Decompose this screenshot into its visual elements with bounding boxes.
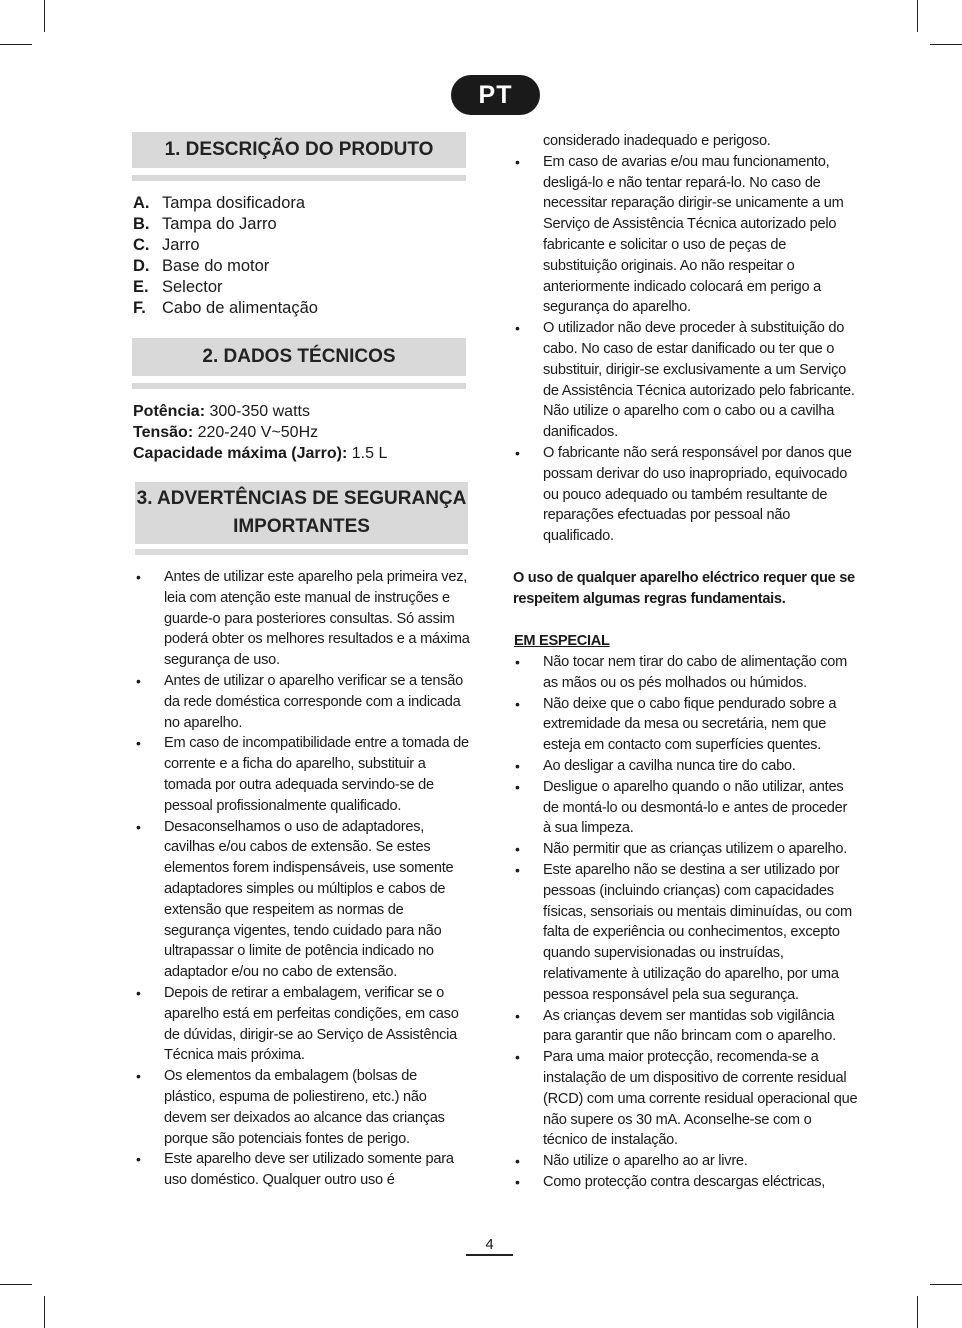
- special-item: • Ao desligar a cavilha nunca tire do cabo.: [513, 756, 858, 777]
- special-warnings-list: [513, 652, 858, 1193]
- part-label: Selector: [162, 278, 223, 296]
- language-badge: PT: [451, 75, 540, 115]
- special-item: • Como protecção contra descargas eléctricas,: [513, 1172, 858, 1193]
- warning-item: • O utilizador não deve proceder à substituição do cabo. No caso de estar danificado ou ter que o substituir, dirigir-se exclusivamente a um Serviço de Assistência Técnica autorizado pelo fabricante. Não utilize o aparelho com o cabo ou a cavilha danificados.: [513, 318, 858, 443]
- special-item: • Desligue o aparelho quando o não utilizar, antes de montá-lo ou desmontá-lo e antes de proceder à sua limpeza.: [513, 777, 858, 839]
- special-item: • Não utilize o aparelho ao ar livre.: [513, 1151, 858, 1172]
- product-parts-list: [133, 193, 463, 319]
- spec-row: [133, 422, 473, 443]
- crop-mark: [930, 44, 962, 45]
- crop-mark: [44, 1296, 45, 1328]
- special-item: • Não tocar nem tirar do cabo de alimentação com as mãos ou os pés molhados ou húmidos.: [513, 652, 858, 694]
- special-item: • Este aparelho não se destina a ser utilizado por pessoas (incluindo crianças) com capacidades físicas, sensoriais ou mentais diminuídas, ou com falta de experiência ou conhecimentos, excepto quando supervisionadas ou instruídas, relativamente à utilização do aparelho, por uma pessoa responsável pela sua segurança.: [513, 860, 858, 1006]
- spec-value: 300-350 watts: [205, 403, 310, 420]
- special-item: • Não deixe que o cabo fique pendurado sobre a extremidade da mesa ou secretária, nem que esteja em contacto com superfícies quentes.: [513, 694, 858, 756]
- warning-continuation: considerado inadequado e perigoso.: [543, 133, 771, 149]
- part-key: E.: [133, 278, 149, 296]
- warning-item: • Antes de utilizar o aparelho verificar se a tensão da rede doméstica corresponde com a indicada no aparelho.: [134, 671, 470, 733]
- section-title-line: IMPORTANTES: [233, 516, 370, 537]
- part-label: Cabo de alimentação: [162, 299, 318, 317]
- spec-row: [133, 443, 473, 464]
- page-number: 4: [485, 1236, 494, 1253]
- part-item: [133, 298, 463, 319]
- spec-label: Potência:: [133, 403, 206, 420]
- crop-mark: [44, 0, 45, 32]
- part-key: F.: [133, 299, 146, 317]
- spec-row: [133, 401, 473, 422]
- section-title-safety-warnings: [135, 482, 468, 544]
- warning-item: • Depois de retirar a embalagem, verificar se o aparelho está em perfeitas condições, em caso de dúvidas, dirigir-se ao Serviço de Assistência Técnica mais próxima.: [134, 983, 470, 1066]
- crop-mark: [917, 0, 918, 32]
- spec-value: 1.5 L: [347, 445, 388, 462]
- fundamental-rules-note: O uso de qualquer aparelho eléctrico requer que se respeitem algumas regras fundamentais.: [513, 570, 855, 607]
- part-key: D.: [133, 257, 150, 275]
- spec-label: Capacidade máxima (Jarro):: [133, 445, 348, 462]
- warning-item: • Os elementos da embalagem (bolsas de plástico, espuma de poliestireno, etc.) não devem ser deixados ao alcance das crianças porque são potenciais fontes de perigo.: [134, 1066, 470, 1149]
- warning-item: • Antes de utilizar este aparelho pela primeira vez, leia com atenção este manual de instruções e guarde-o para posteriores consultas. Só assim poderá obter os melhores resultados e a máxima segurança de uso.: [134, 567, 470, 671]
- part-label: Jarro: [162, 236, 200, 254]
- part-label: Tampa dosificadora: [162, 194, 306, 212]
- spec-value: 220-240 V~50Hz: [193, 424, 319, 441]
- technical-specs: [133, 401, 473, 464]
- part-item: [133, 214, 463, 235]
- part-key: C.: [133, 236, 150, 254]
- crop-mark: [0, 44, 32, 45]
- part-item: [133, 256, 463, 277]
- part-item: [133, 235, 463, 256]
- section-title-description: 1. DESCRIÇÃO DO PRODUTO: [132, 132, 466, 168]
- part-label: Base do motor: [162, 257, 270, 275]
- safety-warnings-right: [513, 131, 858, 547]
- special-item: • Não permitir que as crianças utilizem o aparelho.: [513, 839, 858, 860]
- warning-item: • Em caso de avarias e/ou mau funcionamento, desligá-lo e não tentar repará-lo. No caso de necessitar reparação dirigir-se unicamente a um Serviço de Assistência Técnica autorizado pelo fabricante e solicitar o uso de peças de substituição originais. Ao não respeitar o anteriormente indicado colocará em perigo a segurança do aparelho.: [513, 152, 858, 318]
- section-rule: [135, 549, 468, 555]
- section-rule: [132, 383, 466, 389]
- crop-mark: [0, 1284, 32, 1285]
- crop-mark: [917, 1296, 918, 1328]
- section-rule: [132, 175, 466, 181]
- section-title-technical-data: 2. DADOS TÉCNICOS: [132, 338, 466, 376]
- special-item: • Para uma maior protecção, recomenda-se a instalação de um dispositivo de corrente residual (RCD) com uma corrente residual operacional que não supere os 30 mA. Aconselhe-se com o técnico de instalação.: [513, 1047, 858, 1151]
- part-key: B.: [133, 215, 150, 233]
- part-item: [133, 277, 463, 298]
- part-label: Tampa do Jarro: [162, 215, 277, 233]
- special-item: • As crianças devem ser mantidas sob vigilância para garantir que não brincam com o aparelho.: [513, 1006, 858, 1048]
- page-number-rule: [466, 1254, 513, 1256]
- part-key: A.: [133, 194, 150, 212]
- safety-warnings-left: [134, 567, 470, 1191]
- crop-mark: [930, 1284, 962, 1285]
- warning-item: • Em caso de incompatibilidade entre a tomada de corrente e a ficha do aparelho, substituir a tomada por outra adequada servindo-se de pessoal profissionalmente qualificado.: [134, 733, 470, 816]
- special-heading: EM ESPECIAL: [514, 633, 610, 649]
- warning-item: • O fabricante não será responsável por danos que possam derivar do uso inapropriado, equivocado ou pouco adequado ou também resultante de reparações efectuadas por pessoal não qualificado.: [513, 443, 858, 547]
- part-item: [133, 193, 463, 214]
- warning-item: • Este aparelho deve ser utilizado somente para uso doméstico. Qualquer outro uso é: [134, 1149, 470, 1191]
- spec-label: Tensão:: [133, 424, 194, 441]
- section-title-line: 3. ADVERTÊNCIAS DE SEGURANÇA: [136, 488, 467, 509]
- warning-item: • Desaconselhamos o uso de adaptadores, cavilhas e/ou cabos de extensão. Se estes elementos forem indispensáveis, use somente adaptadores simples ou múltiplos e cabos de extensão que respeitem as normas de segurança vigentes, tendo cuidado para não ultrapassar o limite de potência indicado no adaptador e/ou no cabo de extensão.: [134, 817, 470, 983]
